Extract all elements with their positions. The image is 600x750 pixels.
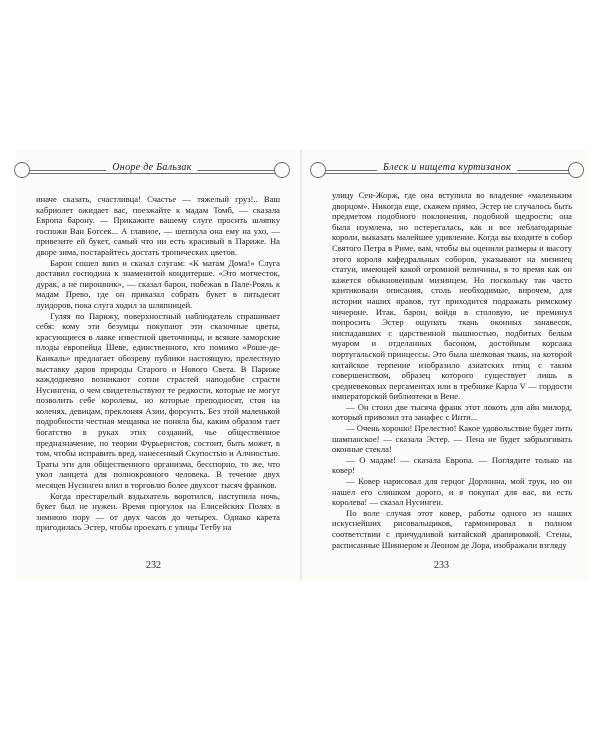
header-ornament-icon <box>568 162 584 178</box>
paragraph: Барон сошел вниз и сказал слугам: «К матам Дома!» Слуга доставил господина к знаменитой кондитерше. «Это мотчесток, дурак, а не пирошник», — сказал барон, побежав в Пале-Рояль к мадам Прево, где он приказал собрать букет в пятьдесят луидоров, пока слуга ходил за шляпницей. <box>36 257 280 310</box>
paragraph: — Очень хорошо! Прелестно! Какое удовольствие будет пить шампанское! — сказала Эстер. — Пена не будет забрызгивать оконные стекла! <box>332 423 572 455</box>
header-rule <box>316 173 578 174</box>
paragraph: Когда престарелый вздыхатель воротился, наступила ночь, букет был не нужен. Время прогулок на Елисейских Полях в зимнюю пору — от двух часов до четырех. Однако карета пригодилась Эстер, чтобы проехать с улицы Тетбу на <box>36 490 280 533</box>
left-page-number: 232 <box>146 560 161 571</box>
paragraph: — Он стоил две тысяча франк этот локоть для айн милорд, который привозил эта занафес с Инти... <box>332 401 572 423</box>
left-page <box>16 150 300 580</box>
left-page-text <box>36 194 280 533</box>
right-page-number: 233 <box>434 560 449 571</box>
paragraph: — Ковер нарисовал для герцог Дорлонна, мой трук, но он нашел его слишком дорого, и я покупал для вас, ви есть королева! — сказал Нусинген. <box>332 476 572 508</box>
header-ornament-icon <box>310 162 326 178</box>
right-page-text <box>332 190 572 550</box>
paragraph: Гуляя по Парижу, поверхностный наблюдатель спрашивает себя: кому эти безумцы покупают эти сказочные цветы, красующиеся в лавке известной цветочницы, и всякие заморские плоды европейца Шеве, единственного, кто помимо «Роше-де-Канкаль» предлагает обозреву публики настоящую, прелестную выставку даров природы Старого и Нового Света. В Париже каждодневно возникают сотни страстей наподобие страсти Нусингена, о чем свидетельствуют те редкости, которые не могут позволить себе королевы, но которые преподносят, стоя на коленях, девицам, преклоняя Азии, форсунть. Без этой маленькой подробности честная мещанка не поняла бы, каким образом тает богатство в руках этих созданий, чье общественное предназначение, по теории Фурьеристов, состоит, быть может, в том, чтобы исправить вред, нанесенный Скупостью и Алчностью. Траты эти для общественного организма, бесспорно, то же, что укол ланцета для полнокровного человека. В течение двух месяцев Нусинген влил в торговлю более двухсот тысяч франков. <box>36 310 280 491</box>
paragraph: — О мадам! — сказала Европа. — Поглядите только на ковер! <box>332 454 572 476</box>
right-header-title: Блеск и нищета куртизанок <box>377 162 517 173</box>
header-ornament-icon <box>14 162 30 178</box>
right-running-header <box>316 158 578 184</box>
right-page <box>302 150 588 580</box>
left-header-title: Оноре де Бальзак <box>106 162 197 173</box>
left-running-header <box>20 158 284 184</box>
paragraph: иначе сказать, счастливца! Счастье — тяжелый груз!.. Ваш кабриолет ожидает вас, поезжайте к мадам Томб, — сказала Европа барону. — Прикажите вашему слуге просить шляпку госпожи Ван Богсек... А главное, — шепнула она ему на ухо, — привезите ей букет, самый что ни есть красивый в Париже. На дворе зима, постарайтесь достать тропических цветов. <box>36 194 280 257</box>
header-rule <box>20 173 284 174</box>
paragraph: По воле случая этот ковер, работы одного из наших искуснейших рисовальщиков, гармонировал в полном соответствии с причудливой китайской драпировкой. Стены, расписанные Шиннером и Леоном де Лора, изображали взгляду <box>332 507 572 550</box>
paragraph: улицу Сен-Жорж, где она вступила во владение «маленьким дворцом». Никогда еще, скажем прямо, Эстер не случалось быть предметом подобного поклонения, подобной щедрости; она была изумлена, но остерегалась, как и все неблагодарные короли, выказать малейшее удивление. Когда вы входите в собор Святого Петра в Риме, вам, чтобы вы оценили размеры и высоту этого короля кафедральных соборов, указывают на мизинец статуи, имеющей какой огромной величины, в то время как он кажется обыкновенным мизинцем. Но поскольку так часто критиковали описания, столь необходимые, впрочем, для истории наших нравов, тут приходится подражать римскому чичероне. Итак, барон, войдя в столовую, не преминул попросить Эстер ощупать ткань оконных занавесок, ниспадавших с царственной пышностью, подбитых белым муаром и отделанных басоном, достойным корсажа португальской принцессы. Это была шелковая ткань, на которой китайское терпение изобразило азиатских птиц с таким совершенством, образец которого существует лишь в средневековых пергаментах или в требнике Карла V — гордости императорской библиотеки в Вене. <box>332 190 572 402</box>
header-ornament-icon <box>274 162 290 178</box>
